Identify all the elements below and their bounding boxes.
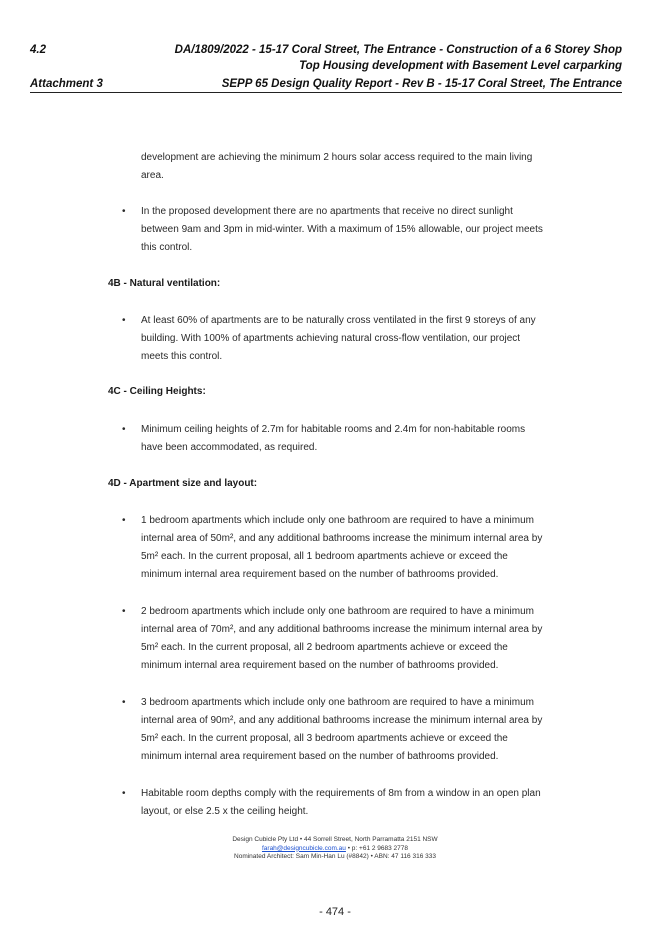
text-line: area. [141,170,164,181]
header-divider [30,92,622,93]
bullet-icon: • [122,788,126,799]
text-line: minimum internal area requirement based on the number of bathrooms provided. [141,751,499,762]
text-line: Habitable room depths comply with the requirements of 8m from a window in an open plan [141,788,541,799]
da-title-line-2: Top Housing development with Basement Level carparking [299,60,622,72]
text-line: building. With 100% of apartments achieving natural cross-flow ventilation, our project [141,333,521,344]
page-number: - 474 - [319,906,351,918]
text-line: minimum internal area requirement based on the number of bathrooms provided. [141,660,499,671]
bullet-1-bedroom [141,512,571,584]
footer-phone: • p: +61 2 9683 2778 [345,844,409,852]
text-line: 3 bedroom apartments which include only one bathroom are required to have a minimum [141,697,534,708]
text-line: between 9am and 3pm in mid-winter. With a maximum of 15% allowable, our project meets [141,224,543,235]
bullet-2-bedroom [141,603,571,675]
text-line: 1 bedroom apartments which include only one bathroom are required to have a minimum [141,515,534,526]
text-line: internal area of 70m², and any additional bathrooms increase the minimum internal area by [141,624,543,635]
bullet-icon: • [122,315,126,326]
heading-4b: 4B - Natural ventilation: [108,278,221,289]
text-line: Minimum ceiling heights of 2.7m for habitable rooms and 2.4m for non-habitable rooms [141,424,526,435]
text-line: layout, or else 2.5 x the ceiling height. [141,806,309,817]
heading-4c: 4C - Ceiling Heights: [108,386,206,397]
text-line: have been accommodated, as required. [141,442,318,453]
continued-paragraph [141,149,571,185]
report-title: SEPP 65 Design Quality Report - Rev B - 15-17 Coral Street, The Entrance [221,78,622,90]
bullet-ventilation [141,312,571,366]
text-line: minimum internal area requirement based on the number of bathrooms provided. [141,569,499,580]
bullet-icon: • [122,424,126,435]
bullet-icon: • [122,697,126,708]
text-line: 2 bedroom apartments which include only one bathroom are required to have a minimum [141,606,534,617]
text-line: 5m² each. In the current proposal, all 1 bedroom apartments achieve or exceed the [141,551,508,562]
bullet-icon: • [122,206,126,217]
text-line: At least 60% of apartments are to be naturally cross ventilated in the first 9 storeys of any [141,315,536,326]
item-number: 4.2 [30,44,46,56]
text-line: In the proposed development there are no apartments that receive no direct sunlight [141,206,513,217]
bullet-icon: • [122,606,126,617]
text-line: development are achieving the minimum 2 hours solar access required to the main living [141,152,533,163]
bullet-icon: • [122,515,126,526]
footer-email-link[interactable]: farah@designcubicle.com.au [261,844,346,852]
bullet-no-sunlight [141,203,571,257]
text-line: 5m² each. In the current proposal, all 2 bedroom apartments achieve or exceed the [141,642,508,653]
footer-company-address: Design Cubicle Pty Ltd • 44 Sorrell Street, North Parramatta 2151 NSW [232,836,438,843]
attachment-label: Attachment 3 [30,78,103,90]
text-line: 5m² each. In the current proposal, all 3 bedroom apartments achieve or exceed the [141,733,508,744]
text-line: internal area of 50m², and any additional bathrooms increase the minimum internal area by [141,533,543,544]
text-line: internal area of 90m², and any additional bathrooms increase the minimum internal area by [141,715,543,726]
da-title-line-1: DA/1809/2022 - 15-17 Coral Street, The Entrance - Construction of a 6 Storey Shop [174,44,622,56]
footer-contact [0,845,670,854]
bullet-3-bedroom [141,694,571,766]
text-line: this control. [141,242,193,253]
bullet-ceiling-heights [141,421,571,457]
page-footer [0,836,670,862]
text-line: meets this control. [141,351,223,362]
footer-architect: Nominated Architect: Sam Min-Han Lu (#8842) • ABN: 47 116 316 333 [234,853,436,860]
heading-4d: 4D - Apartment size and layout: [108,478,258,489]
bullet-room-depths [141,785,571,821]
